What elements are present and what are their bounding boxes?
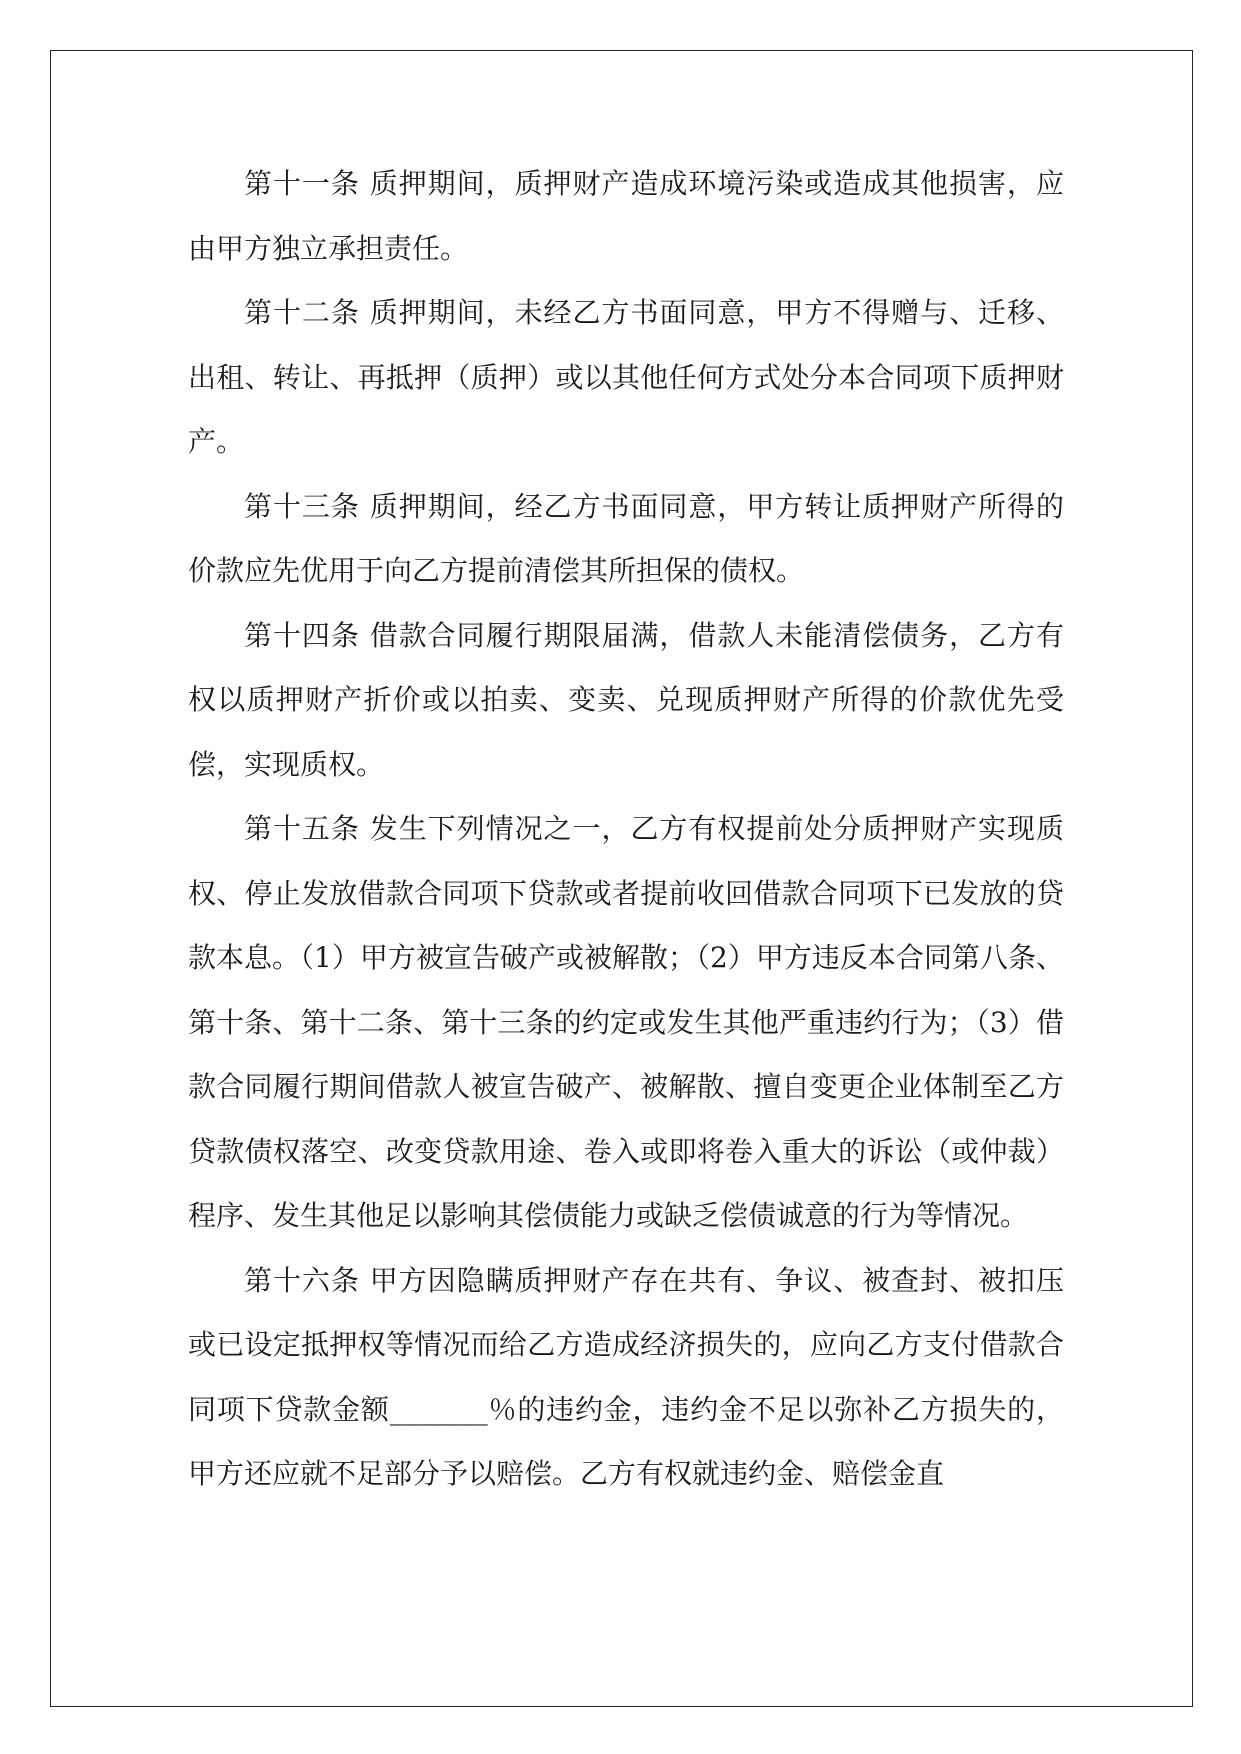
document-body <box>188 152 1064 1507</box>
article-16: 第十六条 甲方因隐瞒质押财产存在共有、争议、被查封、被扣压或已设定抵押权等情况而给乙方造成经济损失的，应向乙方支付借款合同项下贷款金额_______％的违约金，违约金不足以弥补乙方损失的，甲方还应就不足部分予以赔偿。乙方有权就违约金、赔偿金直 <box>188 1263 1064 1490</box>
article-15: 第十五条 发生下列情况之一，乙方有权提前处分质押财产实现质权、停止发放借款合同项下贷款或者提前收回借款合同项下已发放的贷款本息。（1）甲方被宣告破产或被解散；（2）甲方违反本合同第八条、第十条、第十二条、第十三条的约定或发生其他严重违约行为；（3）借款合同履行期间借款人被宣告破产、被解散、擅自变更企业体制至乙方贷款债权落空、改变贷款用途、卷入或即将卷入重大的诉讼（或仲裁）程序、发生其他足以影响其偿债能力或缺乏偿债诚意的行为等情况。 <box>188 812 1064 1232</box>
article-12: 第十二条 质押期间，未经乙方书面同意，甲方不得赠与、迁移、出租、转让、再抵押（质押）或以其他任何方式处分本合同项下质押财产。 <box>188 296 1064 458</box>
article-13: 第十三条 质押期间，经乙方书面同意，甲方转让质押财产所得的价款应先优用于向乙方提前清偿其所担保的债权。 <box>188 489 1064 587</box>
article-11: 第十一条 质押期间，质押财产造成环境污染或造成其他损害，应由甲方独立承担责任。 <box>188 167 1064 265</box>
article-14: 第十四条 借款合同履行期限届满，借款人未能清偿债务，乙方有权以质押财产折价或以拍卖、变卖、兑现质押财产所得的价款优先受偿，实现质权。 <box>188 618 1064 781</box>
